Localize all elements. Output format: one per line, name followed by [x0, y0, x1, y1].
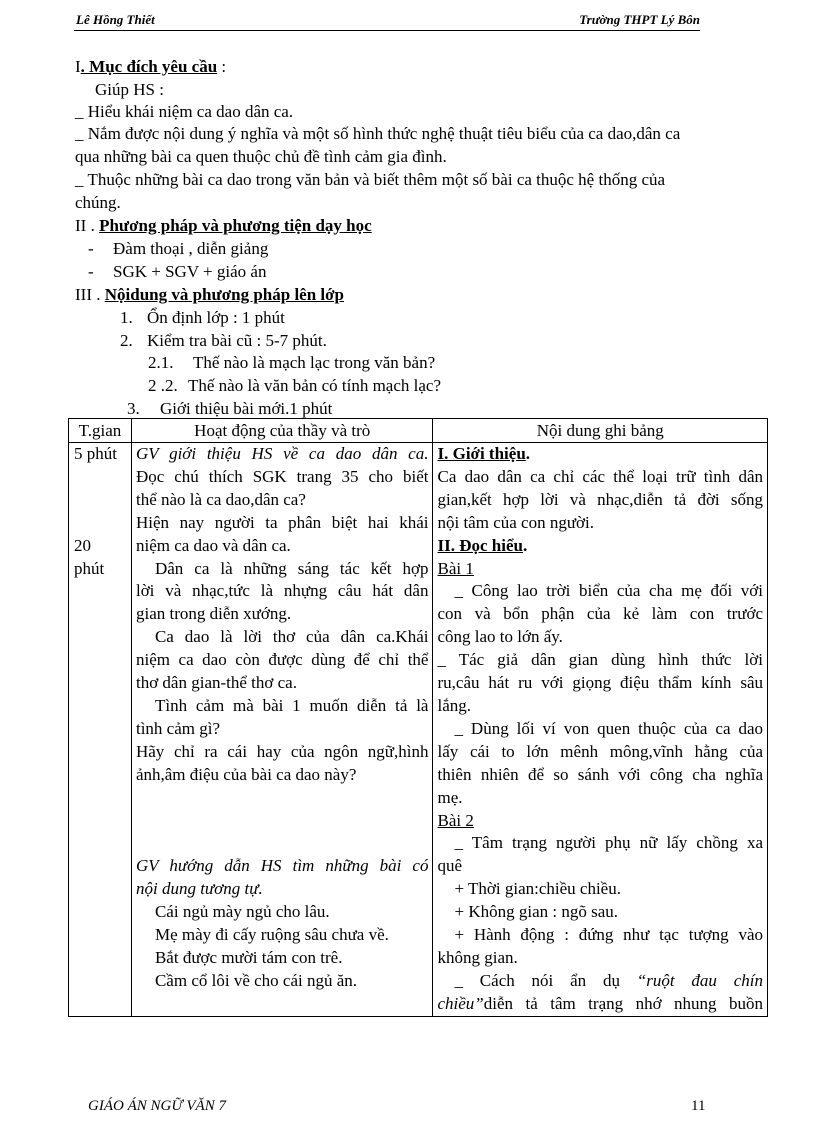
header-author: Lê Hồng Thiết — [76, 12, 155, 27]
footer-title: GIÁO ÁN NGỮ VĂN 7 — [88, 1098, 226, 1114]
section-3-title: Nộidung và phương pháp lên lớp — [104, 285, 345, 304]
activity-line: niệm ca dao còn được dùng để chỉ thể — [135, 650, 429, 670]
activity-line: Tình cảm mà bài 1 muốn diễn tả là — [154, 695, 429, 715]
content-line: + Thời gian:chiều chiều. — [454, 879, 621, 899]
step-1: Ổn định lớp : 1 phút — [147, 308, 285, 327]
header-time: T.gian — [69, 419, 132, 443]
section-2-roman: II . — [75, 216, 95, 235]
section-3-heading — [75, 284, 344, 306]
content-line: không gian. — [437, 947, 518, 967]
section-1-heading — [75, 56, 226, 78]
section-2-heading — [75, 215, 372, 237]
section-1-item-1: _ Hiểu khái niệm ca dao dân ca. — [75, 102, 294, 121]
step-3-number: 3. — [127, 399, 140, 418]
content-line: _ Tác giả dân gian dùng hình thức lời — [437, 650, 763, 670]
step-3: Giới thiệu bài mới.1 phút — [160, 399, 333, 418]
step-2-2-number: 2 .2. — [148, 376, 178, 395]
section-2-item-2: SGK + SGV + giáo án — [113, 262, 267, 281]
content-line: nội tâm của con người. — [437, 512, 595, 532]
step-1-number: 1. — [120, 308, 133, 327]
content-column — [433, 443, 768, 1017]
content-line: + Không gian : ngõ sau. — [454, 902, 619, 922]
content-line: _ Cách nói ẩn dụ “ruột đau chín — [454, 970, 764, 990]
section-1-help: Giúp HS : — [95, 80, 164, 99]
content-line: con và bổn phận của kẻ làm con trước — [437, 604, 763, 624]
activity-line: GV giới thiệu HS về ca dao dân ca. — [135, 444, 429, 463]
activity-line: niệm ca dao và dân ca. — [135, 535, 291, 555]
activity-line: lời và nhạc,tức là nhựng câu hát dân — [135, 581, 429, 601]
time-column — [69, 443, 132, 1017]
content-line: Ca dao dân ca chỉ các thể loại trữ tình dân — [437, 466, 763, 486]
time-2-unit: phút — [74, 558, 105, 578]
section-2-item-1: Đàm thoại , diễn giảng — [113, 239, 269, 258]
header-rule — [74, 30, 700, 31]
content-line: công lao to lớn ấy. — [437, 627, 563, 647]
content-bai-2: Bài 2 — [437, 810, 474, 830]
content-line: gian,kết hợp lời và nhạc,diễn tả đời sống — [437, 489, 763, 509]
content-line: chiều”diễn tả tâm trạng nhớ nhung buồn — [437, 993, 763, 1013]
activity-line: Hiện nay người ta phân biệt hai khái — [135, 512, 429, 532]
activity-line: Cầm cổ lôi về cho cái ngủ ăn. — [154, 970, 358, 990]
content-line: quê — [437, 856, 463, 876]
activity-line: thơ dân gian-thể thơ ca. — [135, 673, 297, 693]
step-2-number: 2. — [120, 331, 133, 350]
time-2-number: 20 — [74, 535, 91, 555]
section-1-item-3b: chúng. — [75, 193, 121, 212]
content-bai-1: Bài 1 — [437, 558, 474, 578]
activity-line: Ca dao là lời thơ của dân ca.Khái — [154, 627, 429, 647]
step-2-2: Thế nào là văn bản có tính mạch lạc? — [188, 376, 441, 395]
table-header-row — [69, 419, 768, 443]
section-2-bullet-2: - — [88, 262, 94, 281]
activity-line: Hãy chỉ ra cái hay của ngôn ngữ,hình — [135, 741, 429, 761]
content-line: _ Công lao trời biển của cha mẹ đối với — [454, 581, 763, 601]
activity-line: Dân ca là những sáng tác kết hợp — [154, 558, 429, 578]
activity-line: thể nào là ca dao,dân ca? — [135, 489, 306, 509]
content-heading-reading: II. Đọc hiểu. — [437, 535, 528, 555]
section-1-item-3a: _ Thuộc những bài ca dao trong văn bản và biết thêm một số bài ca thuộc hệ thống của — [75, 170, 666, 189]
section-1-item-2b: qua những bài ca quen thuộc chủ đề tình cảm gia đình. — [75, 147, 447, 166]
section-1-title: . Mục đích yêu cầu — [80, 57, 218, 76]
activity-line: Đọc chú thích SGK trang 35 cho biết — [135, 466, 429, 486]
page-number: 11 — [691, 1098, 706, 1114]
section-1-roman: I — [75, 57, 81, 76]
section-1-colon: : — [217, 57, 227, 76]
activity-line: Bắt được mười tám con trê. — [154, 947, 343, 967]
header-activity: Hoạt động của thầy và trò — [131, 419, 433, 443]
section-2-bullet-1: - — [88, 239, 94, 258]
header-school: Trường THPT Lý Bôn — [579, 12, 700, 27]
activity-column — [131, 443, 433, 1017]
activity-line: nội dung tương tự. — [135, 879, 263, 899]
content-line: _ Tâm trạng người phụ nữ lấy chồng xa — [454, 833, 763, 853]
activity-line: tình cảm gì? — [135, 718, 220, 738]
time-1: 5 phút — [74, 444, 117, 463]
content-line: thiên nhiên để so sánh với công cha nghĩa — [437, 764, 763, 784]
step-2-1: Thế nào là mạch lạc trong văn bản? — [193, 353, 436, 372]
activity-line: ảnh,âm điệu của bài ca dao này? — [135, 764, 357, 784]
activity-line: gian trong diễn xướng. — [135, 604, 292, 624]
activity-line: Cái ngủ mày ngủ cho lâu. — [154, 902, 330, 922]
step-2: Kiểm tra bài cũ : 5-7 phút. — [147, 331, 327, 350]
lesson-table — [68, 418, 768, 1017]
activity-line: Mẹ mày đi cấy ruộng sâu chưa về. — [154, 925, 389, 944]
content-line: + Hành động : đứng như tạc tượng vào — [454, 925, 763, 945]
content-heading-intro: I. Giới thiệu. — [437, 444, 531, 463]
header-content: Nội dung ghi bảng — [433, 419, 768, 443]
step-2-1-number: 2.1. — [148, 353, 174, 372]
content-line: mẹ. — [437, 787, 463, 807]
section-1-item-2a: _ Nắm được nội dung ý nghĩa và một số hình thức nghệ thuật tiêu biểu của ca dao,dân ca — [75, 124, 681, 143]
section-3-roman: III . — [75, 285, 101, 304]
activity-line: GV hướng dẫn HS tìm những bài có — [135, 856, 429, 876]
table-body-row — [69, 443, 768, 1017]
content-line: ru,câu hát ru với giọng điệu thẩm kính sâu — [437, 673, 763, 693]
content-line: _ Dùng lối ví von quen thuộc của ca dao — [454, 718, 763, 738]
content-line: lắng. — [437, 695, 472, 715]
content-line: lấy cái to lớn mênh mông,vĩnh hằng của — [437, 741, 763, 761]
section-2-title: Phương pháp và phương tiện dạy học — [99, 216, 372, 235]
